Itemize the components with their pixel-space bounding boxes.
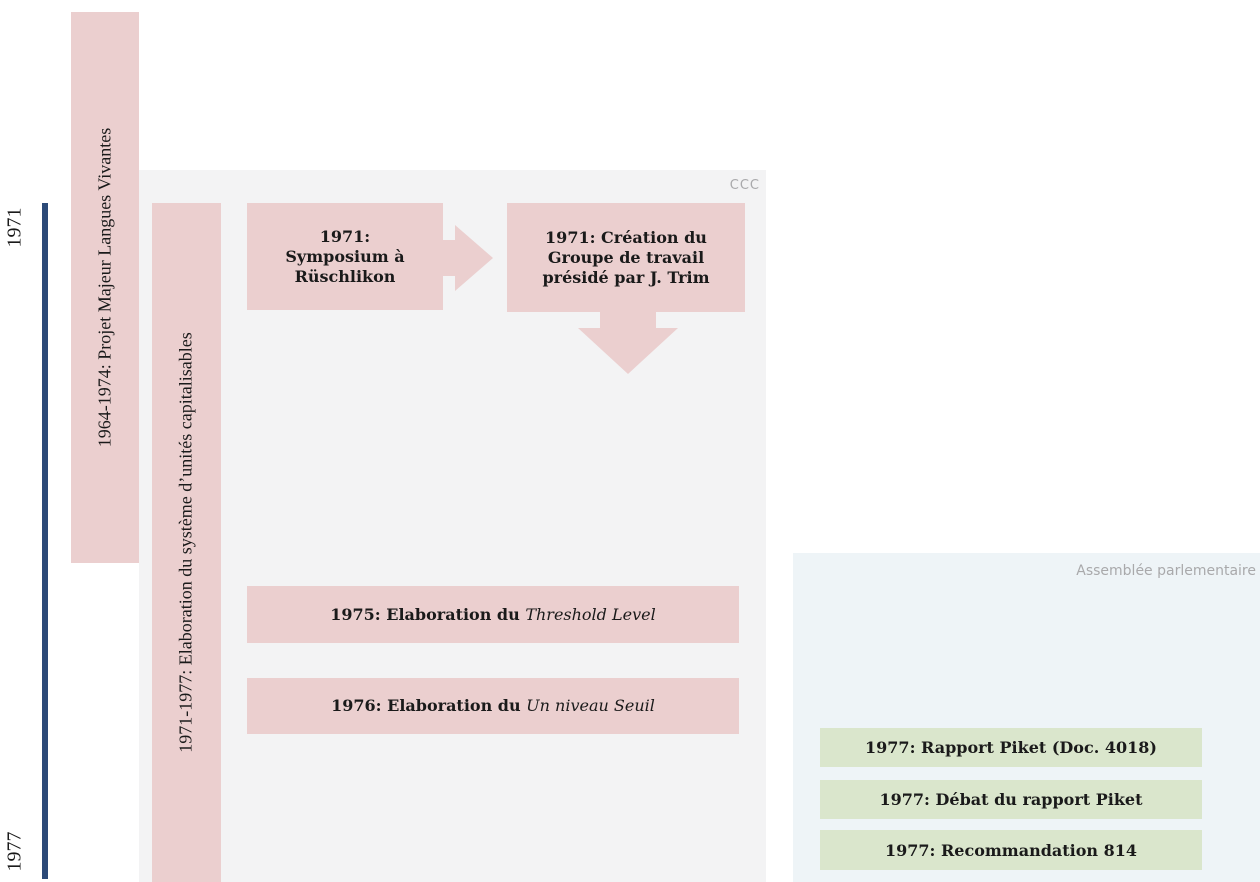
groupe-line2: Groupe de travail	[547, 247, 705, 267]
right-arrow	[440, 225, 500, 291]
debat-rapport-box: 1977: Débat du rapport Piket	[820, 780, 1202, 819]
symposium-line3: Rüschlikon	[294, 266, 396, 286]
threshold-title: Threshold Level	[525, 604, 656, 624]
groupe-line1: 1971: Création du	[545, 227, 707, 247]
threshold-prefix: 1975: Elaboration du	[330, 604, 526, 624]
threshold-level-box	[247, 586, 739, 643]
recommandation-box: 1977: Recommandation 814	[820, 830, 1202, 870]
symposium-line1: 1971:	[319, 226, 371, 246]
symposium-box	[247, 203, 443, 310]
symposium-line2: Symposium à	[285, 246, 405, 266]
projet-majeur-bar: 1964-1974: Projet Majeur Langues Vivantes	[71, 12, 139, 563]
assemblee-panel-label: Assemblée parlementaire	[1076, 563, 1256, 579]
niveau-seuil-box	[247, 678, 739, 734]
niveau-title: Un niveau Seuil	[526, 696, 655, 715]
ccc-panel-label: CCC	[729, 178, 760, 193]
groupe-line3: présidé par J. Trim	[542, 267, 710, 287]
down-arrow	[578, 310, 678, 376]
rapport-piket-box: 1977: Rapport Piket (Doc. 4018)	[820, 728, 1202, 767]
groupe-travail-box	[507, 203, 745, 312]
timeline-end-year: 1977	[3, 831, 26, 871]
elaboration-systeme-bar: 1971-1977: Elaboration du système d’unités capitalisables	[152, 203, 221, 882]
timeline-line	[42, 203, 48, 879]
niveau-prefix: 1976: Elaboration du	[331, 696, 527, 715]
timeline-start-year: 1971	[3, 207, 26, 247]
